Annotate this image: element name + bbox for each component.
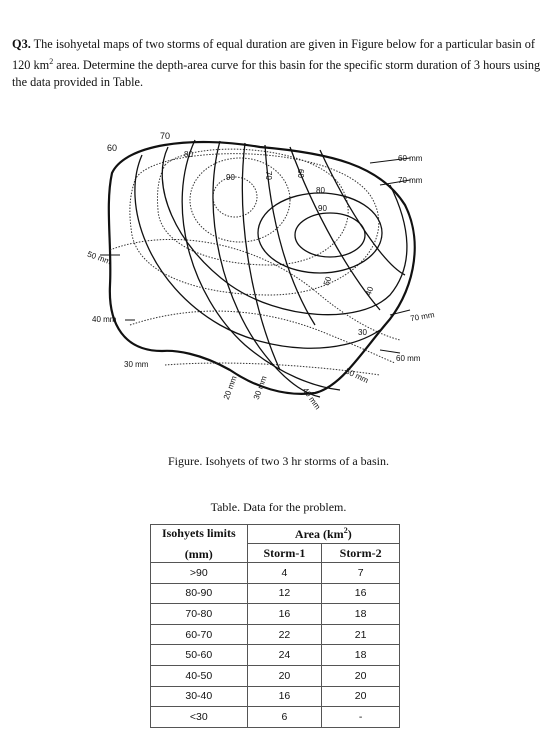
table-body xyxy=(151,563,400,728)
question-body-part1: The isohyetal maps of two storms of equal duration are given in Figure below for a particular basin of 120 km xyxy=(12,37,535,73)
table-row xyxy=(151,583,400,604)
question-area-superscript: 2 xyxy=(49,57,54,66)
storm1-label-80-top: 80 xyxy=(184,150,193,159)
cell-storm1: 12 xyxy=(247,583,322,604)
isohyet-map xyxy=(80,125,480,430)
table-row xyxy=(151,686,400,707)
cell-limits: 70-80 xyxy=(151,604,248,625)
question-text xyxy=(12,36,547,91)
table-row xyxy=(151,604,400,625)
cell-storm1: 22 xyxy=(247,624,322,645)
cell-storm2: - xyxy=(322,707,400,728)
table-caption: Table. Data for the problem. xyxy=(210,500,347,514)
figure-caption-text: Figure. Isohyets of two 3 hr storms of a basin. xyxy=(168,454,389,468)
label-50mm-bottom-right: 50 mm xyxy=(343,366,370,386)
label-60mm-right-lower: 60 mm xyxy=(396,354,421,363)
label-50mm-left: 50 mm xyxy=(86,249,113,267)
storm1-label-90: 90 xyxy=(226,173,235,182)
cell-storm1: 16 xyxy=(247,604,322,625)
storm2-label-90: 90 xyxy=(318,204,327,213)
storm1-label-30: 30 xyxy=(358,328,367,337)
table-row xyxy=(151,707,400,728)
storm1-label-60-left: 60 xyxy=(107,143,118,153)
cell-storm1: 6 xyxy=(247,707,322,728)
cell-storm1: 20 xyxy=(247,665,322,686)
header-isohyet-limits-line1: Isohyets limits xyxy=(161,525,236,540)
cell-limits: <30 xyxy=(151,707,248,728)
cell-storm2: 7 xyxy=(322,563,400,584)
header-storm2: Storm-2 xyxy=(322,544,400,563)
header-isohyet-limits-line2: (mm) xyxy=(184,546,213,561)
table-row xyxy=(151,624,400,645)
storm1-isohyet-80 xyxy=(190,158,290,242)
storm2-label-40: 40 xyxy=(363,285,376,297)
storm1-isohyet-60 xyxy=(130,154,379,295)
cell-storm2: 16 xyxy=(322,583,400,604)
figure-caption xyxy=(0,454,557,469)
label-40mm-left: 40 mm xyxy=(92,315,117,324)
storm1-isohyet-90 xyxy=(213,177,257,217)
cell-limits: 50-60 xyxy=(151,645,248,666)
cell-storm1: 4 xyxy=(247,563,322,584)
label-70mm-right-lower: 70 mm xyxy=(409,310,436,324)
storm2-isohyet-60 xyxy=(135,155,380,348)
cell-storm2: 20 xyxy=(322,665,400,686)
storm2-label-70: 70 xyxy=(264,171,273,180)
cell-limits: >90 xyxy=(151,563,248,584)
storm2-label-50: 50 xyxy=(321,275,334,287)
cell-storm2: 18 xyxy=(322,645,400,666)
data-table xyxy=(150,524,400,728)
storm2-isohyet-30 xyxy=(242,143,280,370)
label-30mm-left: 30 mm xyxy=(124,360,149,369)
storm1-isohyet-40 xyxy=(130,311,395,363)
table-row xyxy=(151,665,400,686)
table-row xyxy=(151,645,400,666)
cell-limits: 60-70 xyxy=(151,624,248,645)
storm2-label-60: 60 xyxy=(296,169,305,178)
storm2-label-80: 80 xyxy=(316,186,325,195)
header-area-superscript: 2 xyxy=(343,526,348,535)
header-isohyet-limits xyxy=(151,525,248,563)
header-storm1: Storm-1 xyxy=(247,544,322,563)
header-area-label: Area (km xyxy=(294,527,344,541)
storm1-isohyet-50 xyxy=(110,239,400,340)
cell-limits: 80-90 xyxy=(151,583,248,604)
label-70mm-right: 70 mm xyxy=(398,176,423,185)
label-40mm-bottom: 40 mm xyxy=(300,386,323,412)
cell-storm2: 18 xyxy=(322,604,400,625)
header-area xyxy=(247,525,399,544)
label-30mm-bottom: 30 mm xyxy=(251,374,269,401)
cell-storm2: 21 xyxy=(322,624,400,645)
cell-storm1: 24 xyxy=(247,645,322,666)
label-60mm-right: 60 mm xyxy=(398,154,423,163)
question-number: Q3. xyxy=(12,37,31,51)
isohyet-figure xyxy=(80,125,480,430)
cell-limits: 40-50 xyxy=(151,665,248,686)
label-20mm-bottom: 20 mm xyxy=(221,374,239,401)
question-body-part2: area. Determine the depth-area curve for this basin for the specific storm duration of 3 hours using the data provided in Table. xyxy=(12,58,541,90)
cell-storm2: 20 xyxy=(322,686,400,707)
storm1-label-70-top: 70 xyxy=(160,131,171,141)
table-row xyxy=(151,563,400,584)
basin-boundary xyxy=(109,142,415,394)
header-area-close: ) xyxy=(347,527,352,541)
cell-limits: 30-40 xyxy=(151,686,248,707)
cell-storm1: 16 xyxy=(247,686,322,707)
